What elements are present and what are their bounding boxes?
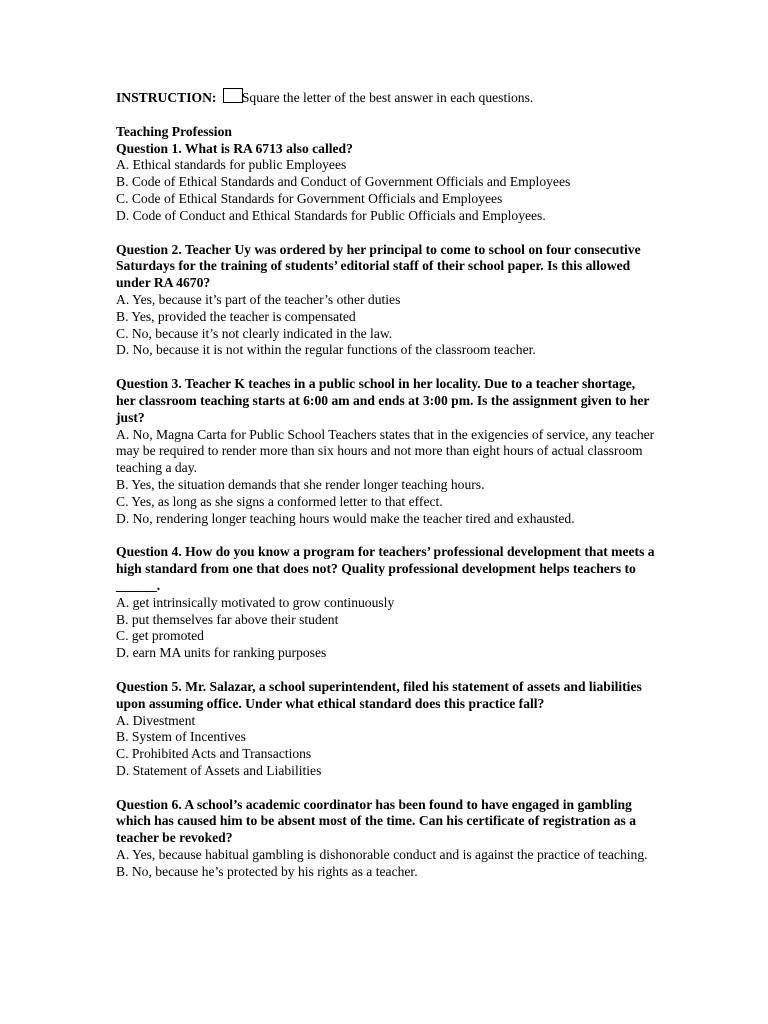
- answer-option: A. Yes, because it’s part of the teacher’s other duties: [116, 291, 401, 307]
- answer-option: A. No, Magna Carta for Public School Teachers states that in the exigencies of service, any teacher may be required to render more than six hours and not more than eight hours of actual classroom teaching a day.: [116, 426, 655, 476]
- answer-option: B. System of Incentives: [116, 729, 246, 745]
- question-block: [116, 679, 656, 780]
- answer-option: B. Yes, the situation demands that she render longer teaching hours.: [116, 476, 485, 492]
- answer-option: B. Yes, provided the teacher is compensated: [116, 308, 356, 324]
- answer-option: C. get promoted: [116, 628, 204, 644]
- question-block: [116, 797, 656, 881]
- answer-option: C. Code of Ethical Standards for Government Officials and Employees: [116, 190, 503, 206]
- answer-option: C. Yes, as long as she signs a conformed letter to that effect.: [116, 493, 443, 509]
- answer-option: A. Divestment: [116, 712, 196, 728]
- question-text: Question 6. A school’s academic coordinator has been found to have engaged in gambling which has caused him to be absent most of the time. Can his certificate of registration as a teacher be revoked?: [116, 796, 637, 846]
- instruction-text: Square the letter of the best answer in each questions.: [241, 90, 534, 105]
- question-block: [116, 242, 656, 360]
- answer-option: B. Code of Ethical Standards and Conduct of Government Officials and Employees: [116, 174, 571, 190]
- question-text: Question 2. Teacher Uy was ordered by her principal to come to school on four consecutive Saturdays for the training of students’ editorial staff of their school paper. Is this allowed under RA 4670?: [116, 241, 641, 291]
- answer-option: C. No, because it’s not clearly indicated in the law.: [116, 325, 393, 341]
- answer-option: D. No, because it is not within the regular functions of the classroom teacher.: [116, 342, 536, 358]
- question-list: [116, 141, 656, 881]
- instruction-line: [116, 88, 656, 107]
- question-block: [116, 141, 656, 225]
- answer-option: A. Yes, because habitual gambling is dishonorable conduct and is against the practice of teaching.: [116, 847, 648, 863]
- instruction-label: INSTRUCTION:: [116, 90, 217, 105]
- square-box-icon: [223, 88, 243, 103]
- answer-option: A. Ethical standards for public Employees: [116, 157, 347, 173]
- answer-option: C. Prohibited Acts and Transactions: [116, 746, 312, 762]
- question-block: [116, 376, 656, 527]
- answer-option: B. put themselves far above their student: [116, 611, 339, 627]
- question-text: Question 4. How do you know a program for teachers’ professional development that meets a high standard from one that does not? Quality professional development helps teachers to ______.: [116, 544, 655, 593]
- answer-option: D. earn MA units for ranking purposes: [116, 645, 327, 661]
- question-block: [116, 544, 656, 662]
- question-text: Question 3. Teacher K teaches in a public school in her locality. Due to a teacher shortage, her classroom teaching starts at 6:00 am and ends at 3:00 pm. Is the assignment given to her just?: [116, 376, 650, 425]
- question-text: Question 5. Mr. Salazar, a school superintendent, filed his statement of assets and liabilities upon assuming office. Under what ethical standard does this practice fall?: [116, 678, 642, 711]
- answer-option: D. Code of Conduct and Ethical Standards for Public Officials and Employees.: [116, 207, 546, 223]
- answer-option: D. No, rendering longer teaching hours would make the teacher tired and exhausted.: [116, 510, 575, 526]
- answer-option: B. No, because he’s protected by his rights as a teacher.: [116, 863, 418, 879]
- question-text: Question 1. What is RA 6713 also called?: [116, 140, 353, 156]
- section-title: Teaching Profession: [116, 123, 232, 139]
- document-body: [116, 88, 656, 898]
- answer-option: D. Statement of Assets and Liabilities: [116, 762, 322, 778]
- answer-option: A. get intrinsically motivated to grow continuously: [116, 594, 395, 610]
